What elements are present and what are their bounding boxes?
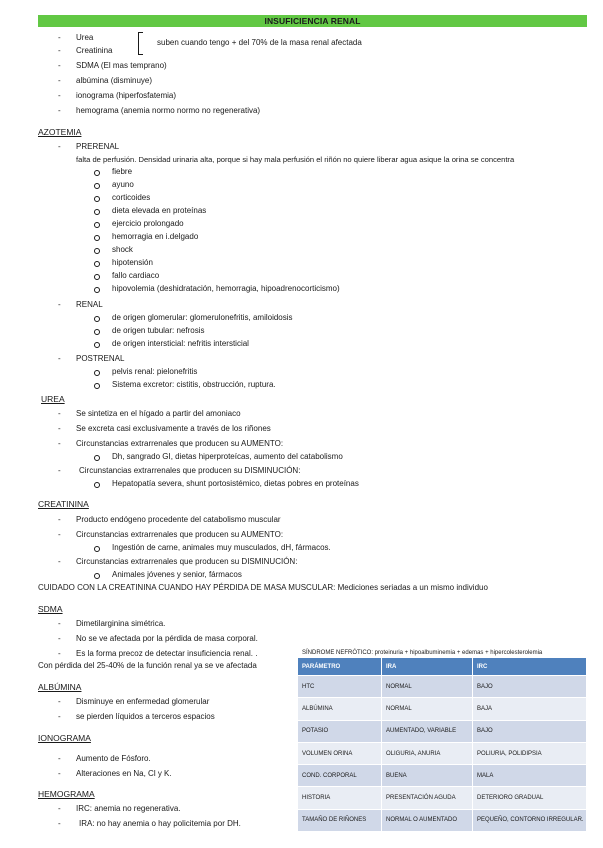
ira-irc-table bbox=[297, 657, 587, 832]
postrenal-label: POSTRENAL bbox=[76, 354, 125, 363]
table-cell: HTC bbox=[298, 676, 382, 698]
list-item: IRC: anemia no regenerativa. bbox=[76, 804, 181, 813]
bullet-dash: - bbox=[58, 557, 61, 566]
prerenal-label: PRERENAL bbox=[76, 142, 120, 151]
list-item: No se ve afectada por la pérdida de masa corporal. bbox=[76, 634, 258, 643]
table-row bbox=[298, 765, 587, 787]
bullet-dash: - bbox=[58, 515, 61, 524]
list-item: Alteraciones en Na, Cl y K. bbox=[76, 769, 172, 778]
bullet-dash: - bbox=[58, 33, 61, 42]
bullet-dash: - bbox=[58, 634, 61, 643]
bullet-dash: - bbox=[58, 300, 61, 309]
table-header-cell: IRC bbox=[473, 658, 587, 676]
bullet-circle bbox=[94, 209, 100, 215]
list-item: Creatinina bbox=[76, 46, 113, 55]
list-item: de origen tubular: nefrosis bbox=[112, 326, 205, 335]
bullet-circle bbox=[94, 342, 100, 348]
bullet-dash: - bbox=[58, 466, 61, 475]
table-cell: MALA bbox=[473, 765, 587, 787]
table-cell: OLIGURIA, ANURIA bbox=[382, 742, 473, 764]
list-item: Se sintetiza en el hígado a partir del amoniaco bbox=[76, 409, 241, 418]
section-heading-azotemia: AZOTEMIA bbox=[38, 127, 82, 137]
table-row bbox=[298, 742, 587, 764]
bullet-circle bbox=[94, 546, 100, 552]
bullet-dash: - bbox=[58, 106, 61, 115]
bullet-dash: - bbox=[58, 619, 61, 628]
table-cell: POTASIO bbox=[298, 720, 382, 742]
table-row bbox=[298, 698, 587, 720]
list-item: ayuno bbox=[112, 180, 134, 189]
list-item: dieta elevada en proteínas bbox=[112, 206, 207, 215]
table-cell: AUMENTADO, VARIABLE bbox=[382, 720, 473, 742]
bullet-dash: - bbox=[58, 804, 61, 813]
table-row bbox=[298, 720, 587, 742]
bullet-dash: - bbox=[58, 819, 61, 828]
list-item: Urea bbox=[76, 33, 94, 42]
bullet-circle bbox=[94, 370, 100, 376]
table-cell: BAJA bbox=[473, 698, 587, 720]
bullet-circle bbox=[94, 287, 100, 293]
table-cell: BUENA bbox=[382, 765, 473, 787]
list-item: de origen intersticial: nefritis intersticial bbox=[112, 339, 249, 348]
table-cell: NORMAL bbox=[382, 676, 473, 698]
list-item: Sistema excretor: cistitis, obstrucción, ruptura. bbox=[112, 380, 276, 389]
table-cell: HISTORIA bbox=[298, 787, 382, 809]
list-item: se pierden líquidos a terceros espacios bbox=[76, 712, 215, 721]
list-item: Aumento de Fósforo. bbox=[76, 754, 151, 763]
section-heading-hemograma: HEMOGRAMA bbox=[38, 789, 95, 799]
bullet-circle bbox=[94, 261, 100, 267]
table-header-cell: IRA bbox=[382, 658, 473, 676]
list-item: de origen glomerular: glomerulonefritis, amiloidosis bbox=[112, 313, 293, 322]
bullet-circle bbox=[94, 383, 100, 389]
bullet-dash: - bbox=[58, 61, 61, 70]
list-item: IRA: no hay anemia o hay policitemia por DH. bbox=[79, 819, 241, 828]
bullet-dash: - bbox=[58, 530, 61, 539]
bullet-dash: - bbox=[58, 91, 61, 100]
section-heading-albumina: ALBÚMINA bbox=[38, 682, 82, 692]
bullet-dash: - bbox=[58, 142, 61, 151]
bullet-dash: - bbox=[58, 649, 61, 658]
table-cell: BAJO bbox=[473, 676, 587, 698]
bullet-circle bbox=[94, 248, 100, 254]
creatinina-warning: CUIDADO CON LA CREATININA CUANDO HAY PÉRDIDA DE MASA MUSCULAR: Mediciones seriadas a un mismo individuo bbox=[38, 583, 488, 592]
bullet-dash: - bbox=[58, 712, 61, 721]
list-item: Circunstancias extrarrenales que producen su DISMINUCIÓN: bbox=[79, 466, 301, 475]
list-item: Circunstancias extrarrenales que producen su DISMINUCIÓN: bbox=[76, 557, 298, 566]
table-header-cell: PARÁMETRO bbox=[298, 658, 382, 676]
bracket-note: suben cuando tengo + del 70% de la masa renal afectada bbox=[157, 38, 362, 47]
bullet-circle bbox=[94, 573, 100, 579]
list-item: ionograma (hiperfosfatemia) bbox=[76, 91, 177, 100]
bullet-circle bbox=[94, 274, 100, 280]
list-item: hemograma (anemia normo normo no regenerativa) bbox=[76, 106, 261, 115]
table-row bbox=[298, 787, 587, 809]
section-heading-creatinina: CREATININA bbox=[38, 499, 89, 509]
list-item: hipovolemia (deshidratación, hemorragia, hipoadrenocorticismo) bbox=[112, 284, 340, 293]
bullet-circle bbox=[94, 455, 100, 461]
bullet-dash: - bbox=[58, 769, 61, 778]
list-item: ejercicio prolongado bbox=[112, 219, 184, 228]
sdma-note: Con pérdida del 25-40% de la función renal ya se ve afectada bbox=[38, 661, 257, 670]
table-cell: DETERIORO GRADUAL bbox=[473, 787, 587, 809]
bullet-circle bbox=[94, 183, 100, 189]
table-cell: VOLUMEN ORINA bbox=[298, 742, 382, 764]
table-row bbox=[298, 676, 587, 698]
list-item: pelvis renal: pielonefritis bbox=[112, 367, 198, 376]
table-cell: NORMAL bbox=[382, 698, 473, 720]
list-item: Disminuye en enfermedad glomerular bbox=[76, 697, 210, 706]
bullet-dash: - bbox=[58, 754, 61, 763]
table-cell: NORMAL O AUMENTADO bbox=[382, 809, 473, 831]
table-cell: BAJO bbox=[473, 720, 587, 742]
list-item: fallo cardiaco bbox=[112, 271, 160, 280]
list-item: Hepatopatía severa, shunt portosistémico, dietas pobres en proteínas bbox=[112, 479, 359, 488]
bullet-circle bbox=[94, 316, 100, 322]
list-item: Producto endógeno procedente del catabolismo muscular bbox=[76, 515, 281, 524]
bullet-dash: - bbox=[58, 46, 61, 55]
list-item: Animales jóvenes y senior, fármacos bbox=[112, 570, 242, 579]
bullet-circle bbox=[94, 222, 100, 228]
list-item: Circunstancias extrarrenales que producen su AUMENTO: bbox=[76, 530, 284, 539]
table-cell: POLIURIA, POLIDIPSIA bbox=[473, 742, 587, 764]
list-item: corticoides bbox=[112, 193, 151, 202]
page-title: INSUFICIENCIA RENAL bbox=[264, 16, 361, 26]
bullet-dash: - bbox=[58, 697, 61, 706]
table-caption: SÍNDROME NEFRÓTICO: proteinuria + hipoalbuminemia + edemas + hipercolesterolemia bbox=[302, 650, 543, 656]
bullet-dash: - bbox=[58, 439, 61, 448]
bullet-circle bbox=[94, 196, 100, 202]
list-item: albúmina (disminuye) bbox=[76, 76, 153, 85]
table-cell: PRESENTACIÓN AGUDA bbox=[382, 787, 473, 809]
list-item: Ingestión de carne, animales muy musculados, dH, fármacos. bbox=[112, 543, 331, 552]
table-cell: COND. CORPORAL bbox=[298, 765, 382, 787]
table-cell: TAMAÑO DE RIÑONES bbox=[298, 809, 382, 831]
list-item: shock bbox=[112, 245, 133, 254]
list-item: Circunstancias extrarrenales que producen su AUMENTO: bbox=[76, 439, 284, 448]
list-item: Es la forma precoz de detectar insuficiencia renal. . bbox=[76, 649, 258, 658]
list-item: hemorragia en i.delgado bbox=[112, 232, 199, 241]
bullet-circle bbox=[94, 170, 100, 176]
list-item: fiebre bbox=[112, 167, 133, 176]
section-heading-urea: UREA bbox=[41, 394, 65, 404]
bullet-dash: - bbox=[58, 424, 61, 433]
bracket-brace bbox=[138, 32, 143, 55]
list-item: Dimetilarginina simétrica. bbox=[76, 619, 166, 628]
renal-label: RENAL bbox=[76, 300, 103, 309]
list-item: hipotensión bbox=[112, 258, 153, 267]
bullet-circle bbox=[94, 329, 100, 335]
section-heading-sdma: SDMA bbox=[38, 604, 63, 614]
bullet-dash: - bbox=[58, 409, 61, 418]
table-cell: ALBÚMINA bbox=[298, 698, 382, 720]
table-header-row bbox=[298, 658, 587, 676]
list-item: Se excreta casi exclusivamente a través de los riñones bbox=[76, 424, 271, 433]
section-heading-ionograma: IONOGRAMA bbox=[38, 733, 91, 743]
prerenal-description: falta de perfusión. Densidad urinaria alta, porque si hay mala perfusión el riñón no quiere liberar agua asique la orina se concentra bbox=[76, 155, 515, 164]
bullet-dash: - bbox=[58, 354, 61, 363]
table-cell: PEQUEÑO, CONTORNO IRREGULAR. bbox=[473, 809, 587, 831]
bullet-dash: - bbox=[58, 76, 61, 85]
bullet-circle bbox=[94, 482, 100, 488]
list-item: SDMA (El mas temprano) bbox=[76, 61, 167, 70]
bullet-circle bbox=[94, 235, 100, 241]
list-item: Dh, sangrado GI, dietas hiperproteícas, aumento del catabolismo bbox=[112, 452, 343, 461]
table-row bbox=[298, 809, 587, 831]
